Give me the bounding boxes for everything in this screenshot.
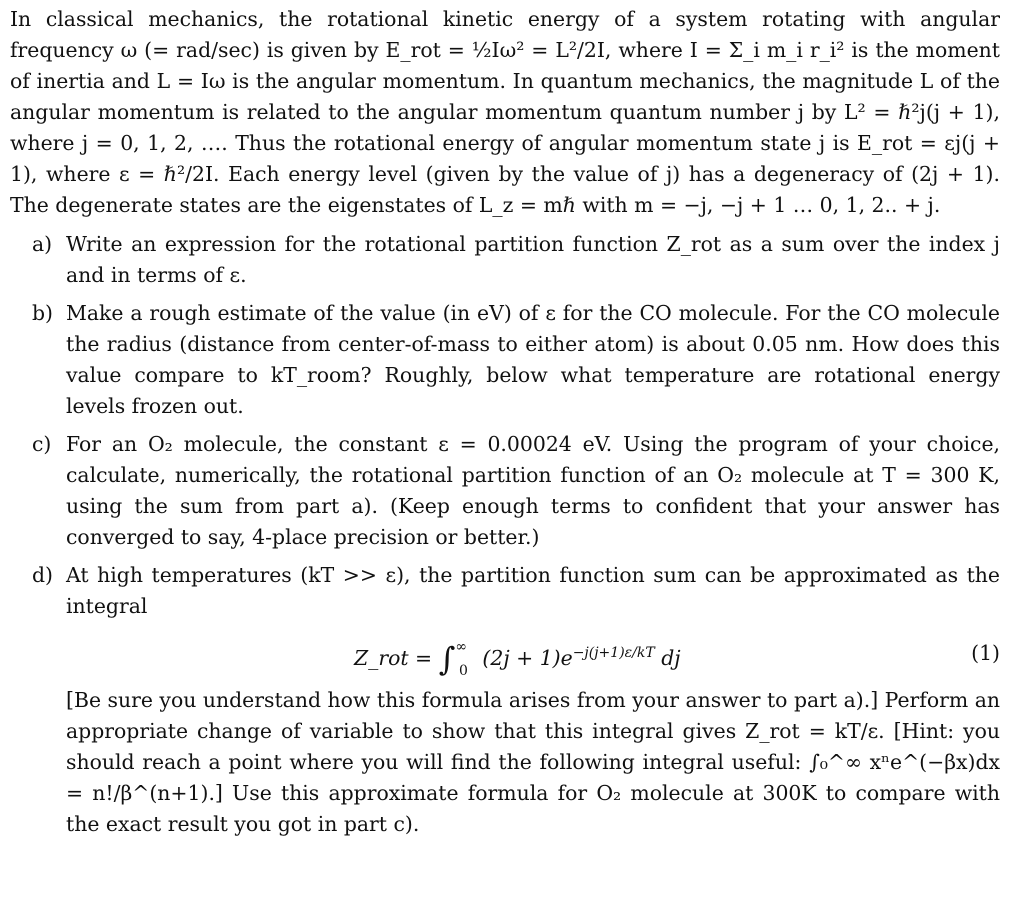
part-c-text: For an O₂ molecule, the constant ε = 0.00024 eV. Using the program of your choice, calculate, numerically, the rotational partition function of an O₂ molecule at T = 300 K, using the sum from part a). (Keep enough terms to confident that your answer has converged to say, 4-place precision or better.) xyxy=(66,432,1000,549)
part-c-label: c) xyxy=(32,432,52,456)
equation-differential: dj xyxy=(661,645,681,670)
integral-upper-limit: ∞ xyxy=(455,638,467,655)
part-b-label: b) xyxy=(32,301,54,325)
part-a-text: Write an expression for the rotational partition function Z_rot as a sum over the index j and in terms of ε. xyxy=(66,232,1000,287)
part-a xyxy=(10,229,1000,291)
equation-integrand: (2j + 1)e xyxy=(482,645,573,670)
question-parts-list xyxy=(10,229,1000,622)
problem-page xyxy=(10,4,1000,840)
part-d-label: d) xyxy=(32,563,54,587)
part-c xyxy=(10,429,1000,553)
equation-exponent: −j(j+1)ε/kT xyxy=(572,645,655,661)
part-d-continuation: [Be sure you understand how this formula arises from your answer to part a).] Perform an appropriate change of variable to show that this integral gives Z_rot = kT/ε. [Hint: you should reach a point where you will find the following integral useful: ∫₀^∞ xⁿe^(−βx)dx = n!/β^(n+1).] Use this approximate formula for O₂ molecule at 300K to compare with the exact result you got in part c). xyxy=(66,688,1000,836)
integral-equation xyxy=(354,638,681,677)
part-d xyxy=(10,560,1000,622)
integral-equation-row xyxy=(10,629,1000,685)
part-d-text: At high temperatures (kT >> ε), the partition function sum can be approximated as the integral xyxy=(66,563,1000,618)
integral-lower-limit: 0 xyxy=(458,662,468,679)
equation-number: (1) xyxy=(971,641,1000,665)
integral-sign: ∫ xyxy=(438,639,456,678)
part-b-text: Make a rough estimate of the value (in eV) of ε for the CO molecule. For the CO molecule the radius (distance from center-of-mass to either atom) is about 0.05 nm. How does this value compare to kT_room? Roughly, below what temperature are rotational energy levels frozen out. xyxy=(66,301,1000,418)
part-b xyxy=(10,298,1000,422)
equation-lhs: Z_rot = xyxy=(354,645,433,670)
intro-paragraph: In classical mechanics, the rotational kinetic energy of a system rotating with angular frequency ω (= rad/sec) is given by E_rot = ½Iω² = L²/2I, where I = Σ_i m_i r_i² is the moment of inertia and L = Iω is the angular momentum. In quantum mechanics, the magnitude L of the angular momentum is related to the angular momentum quantum number j by L² = ℏ²j(j + 1), where j = 0, 1, 2, …. Thus the rotational energy of angular momentum state j is E_rot = εj(j + 1), where ε = ℏ²/2I. Each energy level (given by the value of j) has a degeneracy of (2j + 1). The degenerate states are the eigenstates of L_z = mℏ with m = −j, −j + 1 … 0, 1, 2.. + j. xyxy=(10,7,1000,217)
part-a-label: a) xyxy=(32,232,53,256)
